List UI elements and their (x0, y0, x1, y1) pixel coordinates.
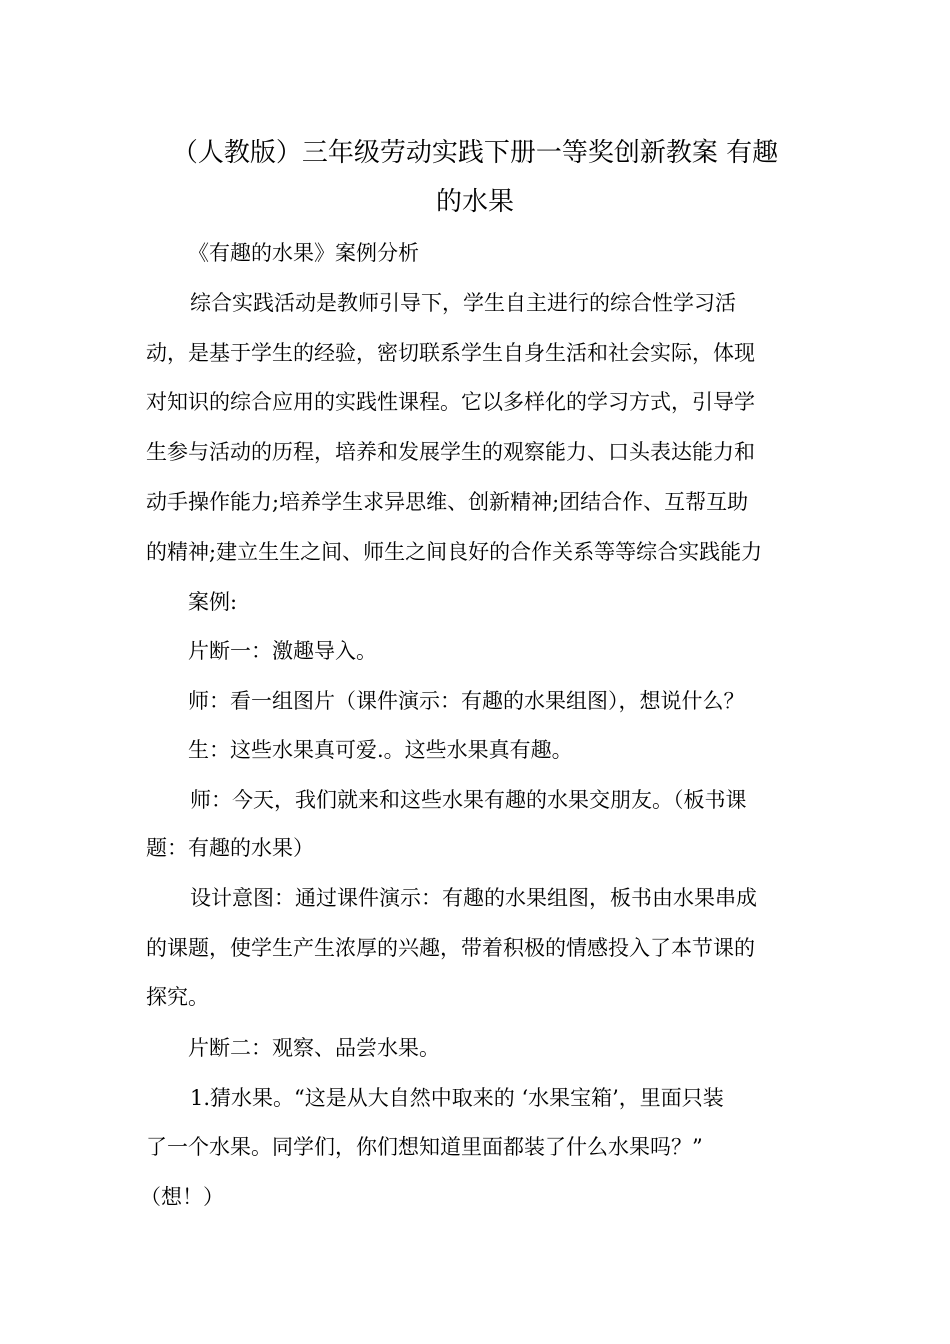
design-intent-line: 的课题，使学生产生浓厚的兴趣，带着积极的情感投入了本节课的 (146, 936, 755, 960)
student-line: 生：这些水果真可爱.。这些水果真有趣。 (188, 738, 573, 762)
teacher-line-continuation: 题：有趣的水果） (146, 836, 314, 860)
case-label: 案例: (188, 590, 238, 614)
intro-paragraph-line: 综合实践活动是教师引导下，学生自主进行的综合性学习活 (190, 291, 736, 315)
segment-2-title: 片断二：观察、品尝水果。 (188, 1036, 440, 1060)
design-intent-line: 设计意图：通过课件演示：有趣的水果组图，板书由水果串成 (190, 886, 757, 910)
segment-1-title: 片断一：激趣导入。 (188, 639, 377, 663)
guess-paragraph-line: （想！） (140, 1185, 224, 1209)
guess-paragraph-line: 了一个水果。同学们，你们想知道里面都装了什么水果吗？” (146, 1135, 703, 1159)
section-heading: 《有趣的水果》案例分析 (188, 241, 419, 265)
teacher-line: 师：今天，我们就来和这些水果有趣的水果交朋友。（板书课 (190, 788, 747, 812)
intro-paragraph-line: 对知识的综合应用的实践性课程。它以多样化的学习方式，引导学 (146, 390, 755, 414)
guess-paragraph-line: 1.猜水果。“这是从大自然中取来的 ‘水果宝箱’，里面只装 (190, 1086, 724, 1110)
intro-paragraph-line: 生参与活动的历程，培养和发展学生的观察能力、口头表达能力和 (146, 440, 755, 464)
intro-paragraph-line: 的精神;建立生生之间、师生之间良好的合作关系等等综合实践能力 (146, 540, 763, 564)
document-title-line-1: （人教版）三年级劳动实践下册一等奖创新教案 有趣 (171, 138, 779, 168)
teacher-line: 师：看一组图片（课件演示：有趣的水果组图），想说什么？ (188, 689, 745, 713)
design-intent-line: 探究。 (146, 985, 209, 1009)
document-title-line-2: 的水果 (435, 187, 514, 217)
intro-paragraph-line: 动，是基于学生的经验，密切联系学生自身生活和社会实际，体现 (146, 341, 755, 365)
intro-paragraph-line: 动手操作能力;培养学生求异思维、创新精神;团结合作、互帮互助 (146, 490, 749, 514)
